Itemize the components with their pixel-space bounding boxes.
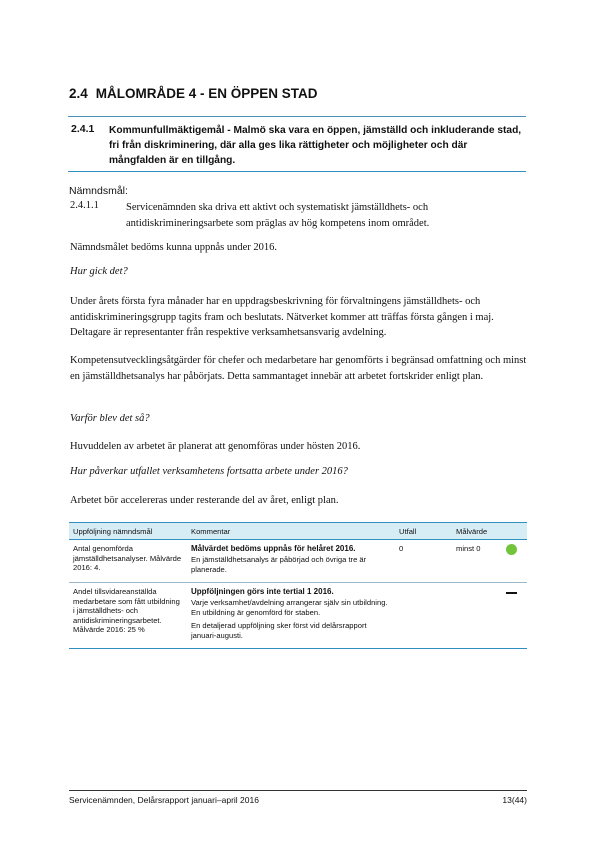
row-target: minst 0 [452,540,502,583]
row-label: Andel tillsvidareanställda medarbetare som fått utbildning i jämställdhets- och antidiskrimineringsarbetet. Målvärde 2016: 25 % [69,583,187,649]
row-comment [187,540,395,583]
row-comment [187,583,395,649]
goal-number: 2.4.1 [71,123,95,135]
row-outcome [395,583,452,649]
row-status [502,583,527,649]
header-outcome: Utfall [395,523,452,540]
follow-up-table [69,522,527,649]
page-number: 13(44) [502,795,527,805]
footer-text: Servicenämnden, Delårsrapport januari–april 2016 [69,795,259,805]
section-heading [69,86,318,101]
goal-text: Kommunfullmäktigemål - Malmö ska vara en öppen, jämställd och inkluderande stad, fri från diskriminering, där alla ges lika rättigheter och möjligheter och där mångfalden är en tillgång. [109,125,522,166]
comment-line: En detaljerad uppföljning sker först vid delårsrapport januari-augusti. [191,621,367,640]
answer-paragraph-2: Kompetensutvecklingsåtgärder för chefer och medarbetare har genomförts i begränsad omfattning och minst en jämställdhetsanalys har påbörjats. Detta sammantaget innebär att arbetet fortskrider enligt plan. [70,355,527,382]
row-target [452,583,502,649]
row-outcome: 0 [395,540,452,583]
header-status [502,523,527,540]
comment-bold: Målvärdet bedöms uppnås för helåret 2016. [191,544,356,553]
question-why: Varför blev det så? [70,413,150,424]
board-goal-number: 2.4.1.1 [70,200,99,211]
comment-bold: Uppföljningen görs inte tertial 1 2016. [191,587,334,596]
row-status [502,540,527,583]
table-row [69,583,527,649]
comment-line: Varje verksamhet/avdelning arrangerar själv sin utbildning. En utbildning är genomförd för staben. [191,598,388,617]
question-how-did-it-go: Hur gick det? [70,266,128,277]
header-target: Målvärde [452,523,502,540]
answer-paragraph-1: Under årets första fyra månader har en uppdragsbeskrivning för förvaltningens jämställdhets- och antidiskrimineringsgrupp tagits fram och beslutats. Nätverket kommer att träffas första gången i maj. Deltagare är representanter från respektive verksamhetsansvarig avdelning. [70,296,494,338]
question-impact: Hur påverkar utfallet verksamhetens fortsatta arbete under 2016? [70,466,348,477]
assessment-text: Nämndsmålet bedöms kunna uppnås under 2016. [70,242,278,253]
answer-why: Huvuddelen av arbetet är planerat att genomföras under hösten 2016. [70,441,361,452]
answer-impact: Arbetet bör accelereras under resterande del av året, enligt plan. [70,495,339,506]
board-goal-text: Servicenämnden ska driva ett aktivt och systematiskt jämställdhets- och antidiskrimineringsarbete som präglas av hög kompetens inom området. [126,202,430,229]
header-follow-up: Uppföljning nämndsmål [69,523,187,540]
comment-line: En jämställdhetsanalys är påbörjad och övriga tre är planerade. [191,555,367,574]
dash-icon [506,592,517,595]
page-footer [69,790,527,805]
section-title: MÅLOMRÅDE 4 - EN ÖPPEN STAD [95,86,318,101]
green-circle-icon [506,544,517,555]
section-number: 2.4 [69,86,88,101]
table-row [69,540,527,583]
council-goal-box [68,116,526,172]
table-header-row [69,523,527,540]
row-label: Antal genomförda jämställdhetsanalyser. Målvärde 2016: 4. [69,540,187,583]
board-goal-label: Nämndsmål: [69,185,128,197]
header-comment: Kommentar [187,523,395,540]
